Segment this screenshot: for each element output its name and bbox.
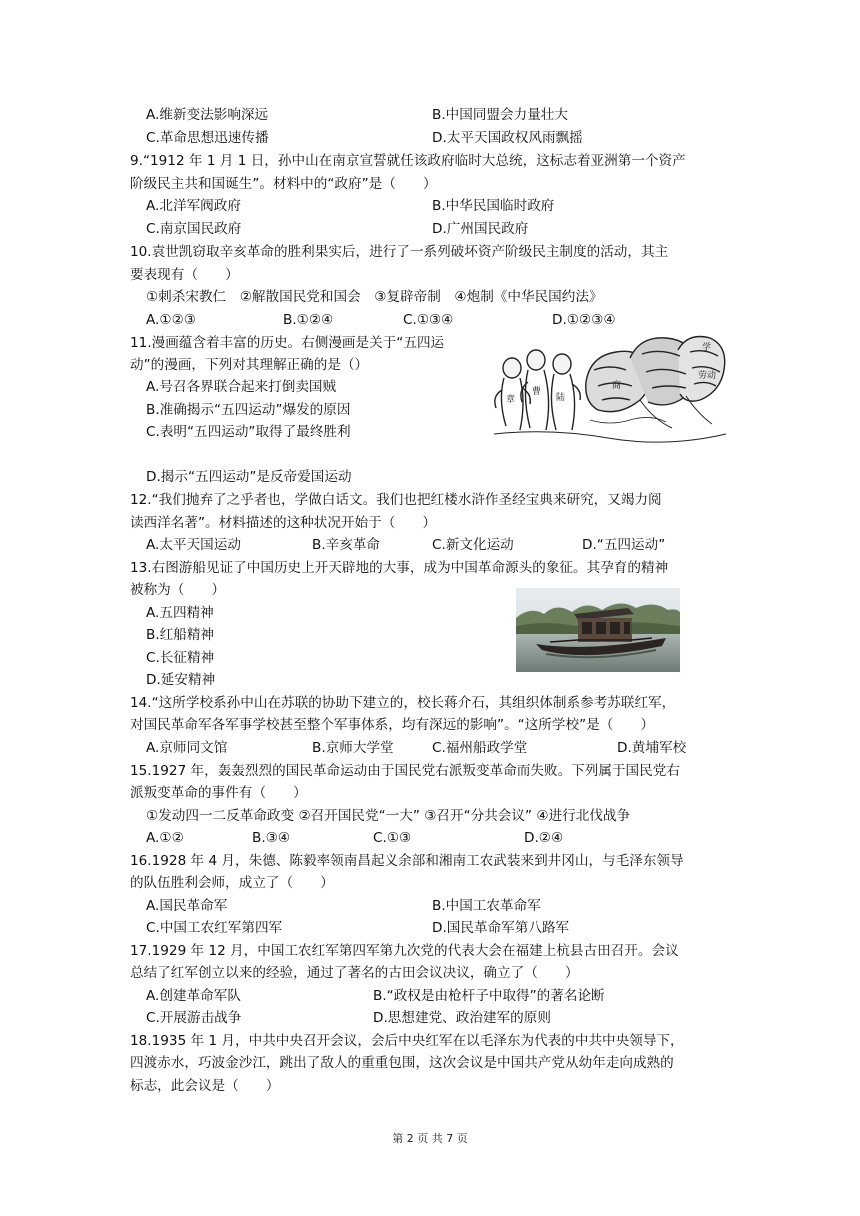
q15-option-d[interactable]: D.②④ (524, 830, 564, 846)
q16-stem-line2: 的队伍胜利会师，成立了（ ） (130, 875, 334, 891)
q9-option-b[interactable]: B.中华民国临时政府 (432, 198, 555, 214)
cartoon-label-2: 曹 (532, 387, 542, 397)
q16-stem-line1: 16.1928 年 4 月，朱德、陈毅率领南昌起义余部和湘南工农武装来到井冈山，与毛泽东领导 (130, 853, 684, 869)
q8-option-c[interactable]: C.革命思想迅速传播 (146, 130, 269, 146)
q12-option-b[interactable]: B.辛亥革命 (312, 537, 381, 553)
q18-stem-line2: 四渡赤水，巧波金沙江，跳出了敌人的重重包围，这次会议是中国共产党从幼年走向成熟的 (130, 1055, 674, 1071)
q15-option-b[interactable]: B.③④ (252, 830, 291, 846)
red-boat-photo (516, 588, 680, 672)
q17-stem-line1: 17.1929 年 12 月，中国工农红军第四军第九次党的代表大会在福建上杭县古田召开。会议 (130, 943, 679, 959)
q10-items: ①刺杀宋教仁 ②解散国民党和国会 ③复辟帝制 ④炮制《中华民国约法》 (146, 289, 603, 305)
q14-stem-line2: 对国民革命军各军事学校甚至整个军事体系，均有深远的影响”。“这所学校”是（ ） (130, 717, 655, 733)
q17-option-a[interactable]: A.创建革命军队 (146, 988, 241, 1004)
q13-option-b[interactable]: B.红船精神 (146, 627, 215, 643)
q18-stem-line1: 18.1935 年 1 月，中共中央召开会议，会后中央红军在以毛泽东为代表的中共中央领导下， (130, 1033, 684, 1049)
q16-option-a[interactable]: A.国民革命军 (146, 898, 228, 914)
q10-option-a[interactable]: A.①②③ (146, 312, 196, 328)
q11-stem-line1: 11.漫画蕴含着丰富的历史。右侧漫画是关于“五四运 (130, 335, 445, 351)
q13-option-a[interactable]: A.五四精神 (146, 605, 214, 621)
q12-option-d[interactable]: D.“五四运动” (582, 537, 666, 553)
q15-option-c[interactable]: C.①③ (373, 830, 412, 846)
q14-option-b[interactable]: B.京师大学堂 (312, 740, 394, 756)
q17-option-d[interactable]: D.思想建党、政治建军的原则 (373, 1010, 551, 1026)
q10-option-c[interactable]: C.①③④ (403, 312, 454, 328)
q17-stem-line2: 总结了红军创立以来的经验，通过了著名的古田会议决议，确立了（ ） (130, 965, 579, 981)
q14-stem-line1: 14.“这所学校系孙中山在苏联的协助下建立的，校长蒋介石，其组织体制系参考苏联红军， (130, 695, 676, 711)
q17-option-b[interactable]: B.“政权是由枪杆子中取得”的著名论断 (373, 988, 605, 1004)
may-fourth-cartoon (490, 330, 728, 448)
q13-option-c[interactable]: C.长征精神 (146, 650, 215, 666)
cartoon-label-1: 章 (506, 395, 516, 405)
q15-items: ①发动四一二反革命政变 ②召开国民党“一大” ③召开“分共会议” ④进行北伐战争 (146, 808, 631, 824)
q9-option-d[interactable]: D.广州国民政府 (432, 221, 529, 237)
q12-stem-line1: 12.“我们抛弃了之乎者也，学做白话文。我们也把红楼水浒作圣经宝典来研究，又竭力阅 (130, 492, 662, 508)
q16-option-c[interactable]: C.中国工农红军第四军 (146, 920, 283, 936)
q18-stem-line3: 标志，此会议是（ ） (130, 1078, 280, 1094)
q9-option-c[interactable]: C.南京国民政府 (146, 221, 242, 237)
q8-option-d[interactable]: D.太平天国政权风雨飘摇 (432, 130, 583, 146)
q14-option-d[interactable]: D.黄埔军校 (617, 740, 687, 756)
q12-option-a[interactable]: A.太平天国运动 (146, 537, 241, 553)
cartoon-label-3: 陆 (556, 393, 566, 403)
q10-option-b[interactable]: B.①②④ (283, 312, 334, 328)
q10-option-d[interactable]: D.①②③④ (552, 312, 616, 328)
q9-stem-line1: 9.“1912 年 1 月 1 日，孙中山在南京宣誓就任该政府临时大总统，这标志着亚洲第一个资产 (130, 153, 686, 169)
q10-stem-line1: 10.袁世凯窃取辛亥革命的胜利果实后，进行了一系列破坏资产阶级民主制度的活动，其主 (130, 244, 669, 260)
q16-option-b[interactable]: B.中国工农革命军 (432, 898, 541, 914)
q11-stem-line2: 动”的漫画，下列对其理解正确的是（） (130, 357, 369, 373)
q11-option-c[interactable]: C.表明“五四运动”取得了最终胜利 (146, 424, 351, 440)
page-number-footer: 第 2 页 共 7 页 (392, 1132, 468, 1145)
q8-option-a[interactable]: A.维新变法影响深远 (146, 107, 269, 123)
q9-option-a[interactable]: A.北洋军阀政府 (146, 198, 241, 214)
q12-option-c[interactable]: C.新文化运动 (432, 537, 514, 553)
q17-option-c[interactable]: C.开展游击战争 (146, 1010, 242, 1026)
q12-stem-line2: 读西洋名著”。材料描述的这种状况开始于（ ） (130, 515, 437, 531)
q13-stem-line1: 13.右图游船见证了中国历史上开天辟地的大事，成为中国革命源头的象征。其孕育的精神 (130, 560, 669, 576)
q13-option-d[interactable]: D.延安精神 (146, 672, 216, 688)
q13-stem-line2: 被称为（ ） (130, 582, 226, 598)
q15-stem-line2: 派叛变革命的事件有（ ） (130, 785, 307, 801)
q11-option-a[interactable]: A.号召各界联合起来打倒卖国贼 (146, 379, 337, 395)
q11-option-d[interactable]: D.揭示“五四运动”是反帝爱国运动 (146, 469, 352, 485)
cartoon-label-4: 商 (612, 381, 622, 391)
q10-stem-line2: 要表现有（ ） (130, 267, 239, 283)
q15-stem-line1: 15.1927 年，轰轰烈烈的国民革命运动由于国民党右派叛变革命而失败。下列属于国民党右 (130, 763, 680, 779)
q14-option-a[interactable]: A.京师同文馆 (146, 740, 228, 756)
cartoon-label-6: 劳动 (698, 371, 717, 381)
q14-option-c[interactable]: C.福州船政学堂 (432, 740, 528, 756)
q8-option-b[interactable]: B.中国同盟会力量壮大 (432, 107, 568, 123)
q11-option-b[interactable]: B.准确揭示“五四运动”爆发的原因 (146, 402, 351, 418)
q9-stem-line2: 阶级民主共和国诞生”。材料中的“政府”是（ ） (130, 176, 437, 192)
cartoon-label-5: 学 (702, 343, 712, 353)
q16-option-d[interactable]: D.国民革命军第八路军 (432, 920, 570, 936)
q15-option-a[interactable]: A.①② (146, 830, 184, 846)
